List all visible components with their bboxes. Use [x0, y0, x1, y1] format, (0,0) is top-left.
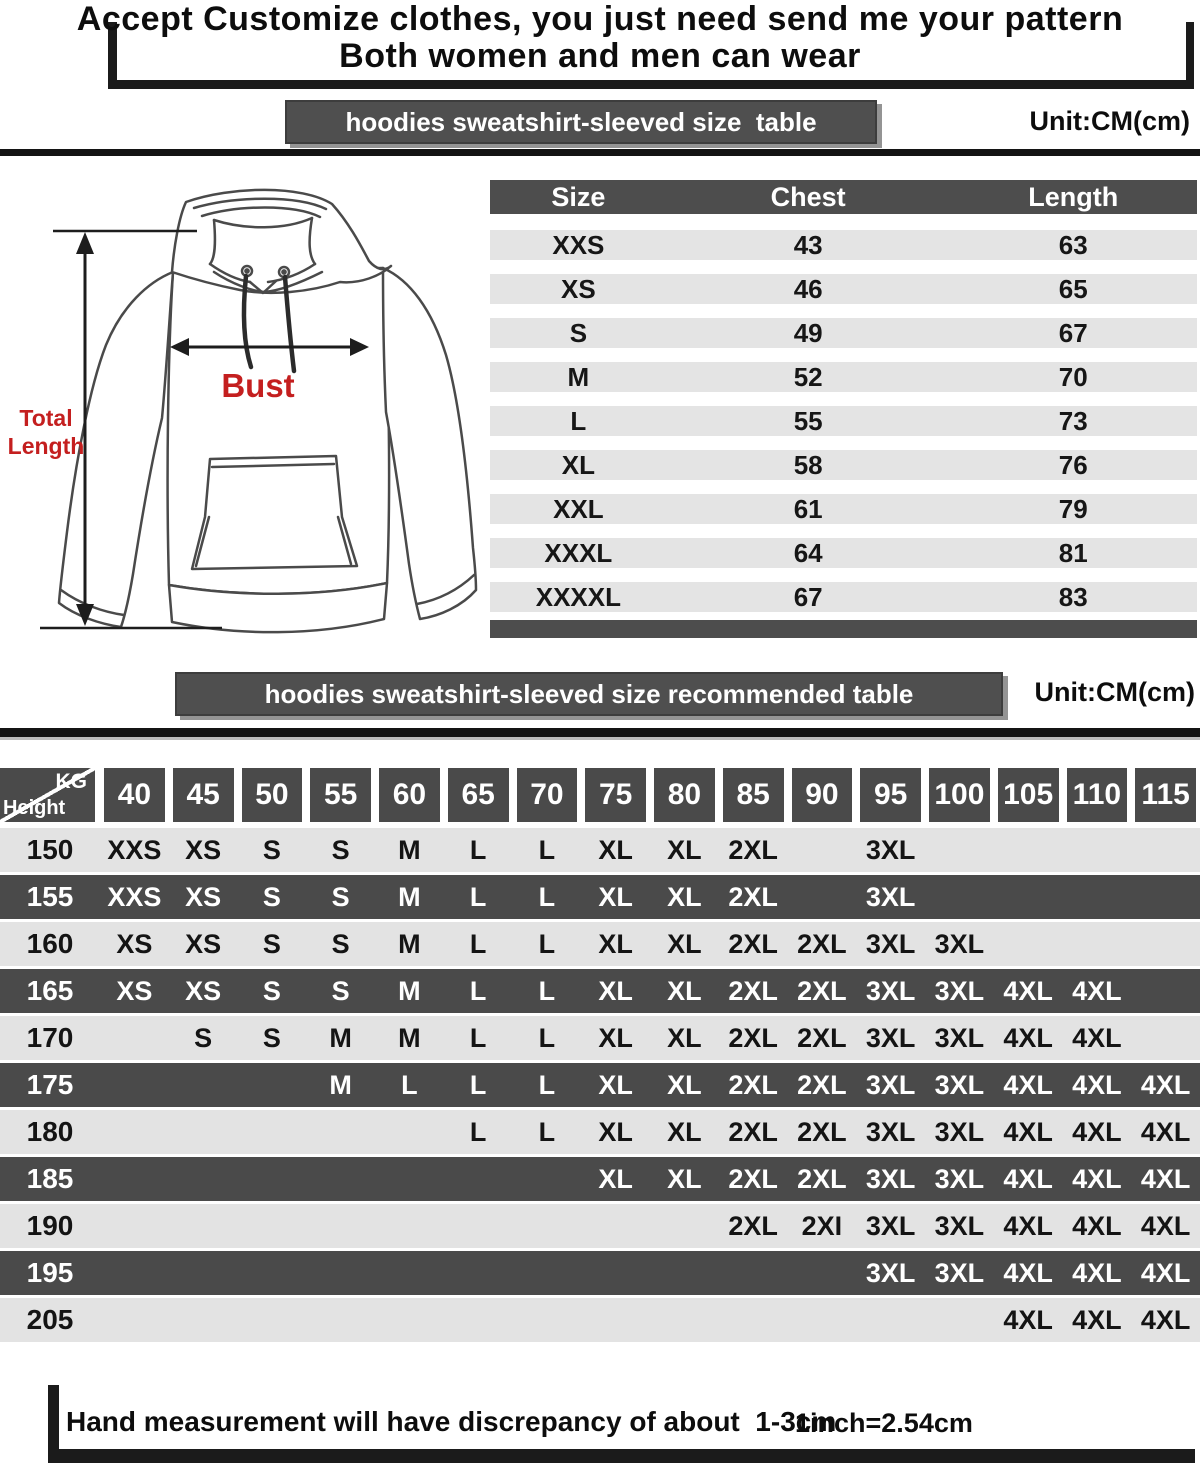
- recommend-cell: [238, 1063, 307, 1107]
- recommend-cell: [1131, 828, 1200, 872]
- recommend-table-unit: Unit:CM(cm): [1034, 677, 1195, 707]
- recommend-row-165: [0, 969, 1200, 1013]
- recommend-row-185: [0, 1157, 1200, 1201]
- recommend-cell: 4XL: [1003, 1070, 1053, 1100]
- recommend-cell: 2XL: [797, 929, 847, 959]
- recommend-cell: 2XL: [797, 1117, 847, 1147]
- recommend-cell: XL: [667, 976, 702, 1006]
- recommend-cell: [994, 828, 1063, 872]
- weight-header-105: 105: [998, 768, 1059, 822]
- size-table-cell-size: XXS: [552, 230, 605, 260]
- recommend-cell: [788, 828, 857, 872]
- size-table-cell-size: XS: [561, 274, 596, 304]
- recommend-cell: 2XL: [797, 1070, 847, 1100]
- weight-header-50: 50: [242, 768, 303, 822]
- divider-1: [0, 149, 1200, 156]
- header-line-1: Accept Customize clothes, you just need send me your pattern: [76, 0, 1124, 38]
- recommend-cell: 4XL: [1003, 1211, 1053, 1241]
- size-table-footer-bar: [490, 620, 1197, 638]
- recommend-cell: [444, 1157, 513, 1201]
- recommend-cell: L: [469, 882, 487, 912]
- recommend-cell: 4XL: [1003, 1164, 1053, 1194]
- recommend-table-header-row: [0, 768, 1200, 822]
- recommend-row-175: [0, 1063, 1200, 1107]
- recommend-cell: S: [262, 976, 281, 1006]
- recommend-cell: 2XL: [728, 835, 778, 865]
- recommend-cell: XS: [116, 929, 153, 959]
- recommend-cell: [169, 1063, 238, 1107]
- recommend-cell: S: [331, 882, 350, 912]
- recommend-cell: 2XL: [797, 1164, 847, 1194]
- recommend-cell: [169, 1110, 238, 1154]
- total-length-label-line2: Length: [7, 433, 85, 459]
- recommend-cell: XL: [598, 1117, 633, 1147]
- size-table-row: [490, 406, 1197, 436]
- recommend-cell: XL: [598, 976, 633, 1006]
- height-label: 185: [26, 1163, 74, 1194]
- size-table-cell-chest: 61: [793, 494, 823, 524]
- recommend-cell: 3XL: [865, 976, 916, 1006]
- recommend-cell: [650, 1298, 719, 1342]
- recommend-cell: [100, 1157, 169, 1201]
- recommend-cell: [1131, 969, 1200, 1013]
- recommend-cell: 2XL: [728, 976, 778, 1006]
- weight-header-70: 70: [517, 768, 578, 822]
- recommend-cell: [100, 1251, 169, 1295]
- recommend-cell: 4XL: [1003, 976, 1053, 1006]
- size-table-header-row: [490, 180, 1197, 214]
- recommend-cell: 4XL: [1072, 1211, 1122, 1241]
- recommend-cell: 2XL: [728, 1023, 778, 1053]
- recommend-cell: XL: [598, 929, 633, 959]
- hoodie-diagram: [0, 160, 490, 660]
- recommend-cell: L: [469, 1117, 487, 1147]
- weight-header-55: 55: [310, 768, 371, 822]
- recommend-cell: 2XL: [728, 1211, 778, 1241]
- size-table-cell-chest: 46: [793, 274, 823, 304]
- recommend-cell: [375, 1110, 444, 1154]
- size-table-row: [490, 450, 1197, 480]
- recommend-cell: XS: [116, 976, 153, 1006]
- recommend-cell: 4XL: [1072, 1070, 1122, 1100]
- recommend-cell: 4XL: [1003, 1117, 1053, 1147]
- height-label: 190: [26, 1210, 74, 1241]
- weight-header-90: 90: [792, 768, 853, 822]
- total-length-label-line1: Total: [19, 405, 73, 431]
- recommend-cell: XL: [598, 882, 633, 912]
- recommend-cell: 3XL: [865, 1070, 916, 1100]
- recommend-cell: L: [469, 929, 487, 959]
- size-table-cell-length: 65: [1058, 274, 1088, 304]
- recommend-cell: 2XL: [728, 1070, 778, 1100]
- size-table: [490, 180, 1197, 638]
- recommend-cell: XL: [667, 1070, 702, 1100]
- recommend-cell: L: [401, 1070, 418, 1100]
- recommend-cell: 2XL: [728, 1164, 778, 1194]
- size-col-header: Size: [551, 182, 606, 212]
- recommend-cell: 4XL: [1140, 1070, 1191, 1100]
- recommend-cell: [100, 1016, 169, 1060]
- size-table-cell-length: 81: [1058, 538, 1088, 568]
- recommend-row-160: [0, 922, 1200, 966]
- recommend-cell: 3XL: [934, 929, 985, 959]
- height-label: 195: [26, 1257, 74, 1288]
- recommend-cell: 2XL: [797, 1023, 847, 1053]
- recommend-cell: [994, 922, 1063, 966]
- recommend-cell: [513, 1251, 582, 1295]
- size-table-cell-length: 76: [1058, 450, 1088, 480]
- recommend-cell: XL: [667, 835, 702, 865]
- recommend-cell: XS: [185, 835, 222, 865]
- recommend-cell: [238, 1251, 307, 1295]
- recommend-cell: [856, 1298, 925, 1342]
- recommend-cell: [994, 875, 1063, 919]
- recommend-cell: L: [469, 1023, 487, 1053]
- size-table-cell-chest: 58: [793, 450, 823, 480]
- recommend-cell: 3XL: [865, 1164, 916, 1194]
- recommend-cell: M: [398, 835, 421, 865]
- recommend-cell: XL: [667, 882, 702, 912]
- recommend-cell: S: [262, 882, 281, 912]
- recommend-cell: [169, 1251, 238, 1295]
- divider-2: [0, 728, 1200, 740]
- recommend-cell: L: [538, 1023, 556, 1053]
- recommend-cell: 4XL: [1003, 1258, 1053, 1288]
- recommend-row-170: [0, 1016, 1200, 1060]
- weight-header-115: 115: [1135, 768, 1196, 822]
- recommend-cell: 3XL: [865, 1258, 916, 1288]
- size-table-body: [490, 230, 1197, 612]
- recommend-cell: 3XL: [934, 1023, 985, 1053]
- recommend-table-title: hoodies sweatshirt-sleeved size recommended table: [175, 672, 1003, 716]
- recommend-cell: [375, 1204, 444, 1248]
- recommend-cell: [788, 1298, 857, 1342]
- recommend-cell: 3XL: [934, 1070, 985, 1100]
- recommend-cell: 4XL: [1072, 1117, 1122, 1147]
- recommend-cell: 3XL: [865, 835, 916, 865]
- recommend-cell: 4XL: [1140, 1117, 1191, 1147]
- size-table-cell-size: L: [570, 406, 587, 436]
- recommend-cell: [444, 1204, 513, 1248]
- recommend-cell: S: [331, 835, 350, 865]
- recommend-cell: 3XL: [865, 1117, 916, 1147]
- recommend-cell: [375, 1251, 444, 1295]
- recommend-cell: [306, 1110, 375, 1154]
- size-table-cell-chest: 55: [793, 406, 823, 436]
- recommend-cell: S: [331, 929, 350, 959]
- recommend-cell: [650, 1251, 719, 1295]
- weight-header-85: 85: [723, 768, 784, 822]
- recommend-cell: [719, 1298, 788, 1342]
- length-col-header: Length: [1028, 182, 1119, 212]
- recommend-cell: 4XL: [1072, 1164, 1122, 1194]
- recommend-cell: L: [469, 835, 487, 865]
- recommend-cell: L: [469, 1070, 487, 1100]
- recommend-cell: 3XL: [934, 1117, 985, 1147]
- recommend-cell: [925, 875, 994, 919]
- recommend-cell: [306, 1157, 375, 1201]
- recommend-cell: [1131, 1016, 1200, 1060]
- recommend-cell: [925, 828, 994, 872]
- weight-header-110: 110: [1067, 768, 1128, 822]
- recommend-cell: M: [398, 976, 421, 1006]
- recommend-row-155: [0, 875, 1200, 919]
- recommend-cell: L: [538, 929, 556, 959]
- recommend-cell: 2XI: [801, 1211, 843, 1241]
- footer-conversion: 1inch=2.54cm: [795, 1408, 973, 1438]
- recommend-cell: 2XL: [728, 882, 778, 912]
- hoodie-right-sleeve: [383, 268, 476, 619]
- size-table-cell-size: XXXXL: [535, 582, 621, 612]
- recommend-cell: L: [538, 882, 556, 912]
- recommend-cell: [788, 1251, 857, 1295]
- recommend-cell: XS: [185, 882, 222, 912]
- recommend-cell: L: [538, 1117, 556, 1147]
- recommend-cell: XL: [667, 1023, 702, 1053]
- height-label: 155: [26, 881, 74, 912]
- recommend-cell: [100, 1063, 169, 1107]
- recommend-cell: 3XL: [934, 976, 985, 1006]
- recommend-cell: 2XL: [797, 976, 847, 1006]
- recommend-cell: [581, 1251, 650, 1295]
- size-table-cell-chest: 64: [793, 538, 823, 568]
- recommend-cell: XS: [185, 976, 222, 1006]
- size-table-row: [490, 362, 1197, 392]
- size-table-cell-length: 73: [1058, 406, 1088, 436]
- recommend-cell: M: [398, 882, 421, 912]
- footer-note: Hand measurement will have discrepancy of about 1-3cm: [66, 1406, 837, 1437]
- recommend-cell: S: [262, 835, 281, 865]
- recommend-cell: [925, 1298, 994, 1342]
- recommend-cell: [1131, 922, 1200, 966]
- recommend-cell: M: [398, 929, 421, 959]
- corner-height-label: Height: [3, 797, 66, 819]
- length-arrowhead-top: [76, 232, 94, 254]
- recommend-cell: [375, 1157, 444, 1201]
- recommend-cell: XL: [667, 1117, 702, 1147]
- size-table-cell-size: XXXL: [544, 538, 613, 568]
- recommend-cell: S: [331, 976, 350, 1006]
- recommend-cell: XL: [598, 1164, 633, 1194]
- weight-header-95: 95: [860, 768, 921, 822]
- recommend-row-205: [0, 1298, 1200, 1342]
- recommend-cell: [100, 1110, 169, 1154]
- recommend-cell: 3XL: [865, 929, 916, 959]
- size-table-cell-size: S: [569, 318, 588, 348]
- recommend-cell: M: [329, 1023, 352, 1053]
- recommend-cell: 3XL: [865, 1211, 916, 1241]
- corner-kg-label: KG: [55, 770, 87, 793]
- chest-col-header: Chest: [770, 182, 846, 212]
- recommend-cell: XL: [598, 1070, 633, 1100]
- recommend-cell: [444, 1298, 513, 1342]
- recommend-cell: [169, 1157, 238, 1201]
- recommend-cell: XL: [667, 929, 702, 959]
- height-label: 175: [26, 1069, 74, 1100]
- size-table-cell-length: 70: [1058, 362, 1088, 392]
- recommend-cell: L: [538, 976, 556, 1006]
- recommend-cell: [306, 1251, 375, 1295]
- recommend-cell: 3XL: [865, 882, 916, 912]
- recommend-cell: [306, 1204, 375, 1248]
- size-table-cell-length: 63: [1058, 230, 1088, 260]
- size-table-cell-length: 79: [1058, 494, 1088, 524]
- height-label: 150: [26, 834, 74, 865]
- footer-frame-bottom: [48, 1449, 1195, 1463]
- recommend-cell: S: [194, 1023, 213, 1053]
- recommend-cell: [1063, 922, 1132, 966]
- size-table-cell-size: XL: [561, 450, 595, 480]
- recommend-cell: [513, 1298, 582, 1342]
- recommend-table: [0, 768, 1200, 1345]
- size-table-title: hoodies sweatshirt-sleeved size table: [285, 100, 877, 144]
- size-table-cell-size: M: [567, 362, 590, 392]
- height-label: 205: [26, 1304, 74, 1335]
- recommend-cell: 4XL: [1072, 976, 1122, 1006]
- recommend-row-195: [0, 1251, 1200, 1295]
- recommend-cell: [581, 1298, 650, 1342]
- recommend-cell: 3XL: [934, 1211, 985, 1241]
- recommend-cell: 4XL: [1072, 1258, 1122, 1288]
- recommend-cell: [581, 1204, 650, 1248]
- recommend-cell: XL: [598, 1023, 633, 1053]
- recommend-row-150: [0, 828, 1200, 872]
- recommend-cell: XS: [185, 929, 222, 959]
- size-table-cell-length: 83: [1058, 582, 1088, 612]
- size-table-row: [490, 494, 1197, 524]
- recommend-cell: XL: [667, 1164, 702, 1194]
- recommend-cell: 4XL: [1140, 1211, 1191, 1241]
- recommend-cell: 4XL: [1140, 1305, 1191, 1335]
- recommend-cell: 2XL: [728, 1117, 778, 1147]
- recommend-cell: XL: [598, 835, 633, 865]
- recommend-cell: L: [538, 835, 556, 865]
- header-line-2: Both women and men can wear: [339, 37, 861, 75]
- recommend-cell: [100, 1204, 169, 1248]
- weight-header-45: 45: [173, 768, 234, 822]
- recommend-cell: [513, 1157, 582, 1201]
- recommend-cell: [444, 1251, 513, 1295]
- recommend-row-190: [0, 1204, 1200, 1248]
- size-table-row: [490, 538, 1197, 568]
- recommend-cell: [169, 1298, 238, 1342]
- bust-label: Bust: [221, 367, 295, 404]
- recommend-cell: 4XL: [1140, 1258, 1191, 1288]
- kg-height-corner-cell: [0, 768, 95, 822]
- recommend-cell: M: [329, 1070, 352, 1100]
- recommend-cell: [306, 1298, 375, 1342]
- recommend-cell: [238, 1110, 307, 1154]
- weight-header-65: 65: [448, 768, 509, 822]
- height-label: 180: [26, 1116, 74, 1147]
- recommend-cell: [238, 1157, 307, 1201]
- recommend-cell: S: [262, 1023, 281, 1053]
- size-table-cell-chest: 49: [793, 318, 823, 348]
- weight-header-80: 80: [654, 768, 715, 822]
- recommend-cell: [238, 1204, 307, 1248]
- recommend-table-body: [0, 828, 1200, 1342]
- recommend-cell: 3XL: [934, 1164, 985, 1194]
- weight-header-60: 60: [379, 768, 440, 822]
- size-table-cell-length: 67: [1058, 318, 1088, 348]
- size-table-row: [490, 274, 1197, 304]
- recommend-cell: 3XL: [934, 1258, 985, 1288]
- weight-header-40: 40: [104, 768, 165, 822]
- size-table-row: [490, 230, 1197, 260]
- height-label: 160: [26, 928, 74, 959]
- recommend-cell: [375, 1298, 444, 1342]
- recommend-cell: [1063, 828, 1132, 872]
- recommend-cell: 4XL: [1003, 1023, 1053, 1053]
- recommend-row-180: [0, 1110, 1200, 1154]
- hoodie-pocket: [192, 456, 357, 569]
- size-table-cell-chest: 67: [793, 582, 823, 612]
- recommend-cell: 4XL: [1072, 1023, 1122, 1053]
- weight-header-100: 100: [929, 768, 990, 822]
- recommend-cell: [1131, 875, 1200, 919]
- recommend-cell: 4XL: [1072, 1305, 1122, 1335]
- size-table-unit: Unit:CM(cm): [1029, 106, 1190, 136]
- recommend-cell: 2XL: [728, 929, 778, 959]
- recommend-cell: L: [469, 976, 487, 1006]
- recommend-cell: [1063, 875, 1132, 919]
- recommend-cell: M: [398, 1023, 421, 1053]
- weight-header-75: 75: [585, 768, 646, 822]
- recommend-cell: [100, 1298, 169, 1342]
- size-table-cell-size: XXL: [553, 494, 604, 524]
- recommend-cell: 4XL: [1140, 1164, 1191, 1194]
- recommend-cell: 3XL: [865, 1023, 916, 1053]
- recommend-cell: [238, 1298, 307, 1342]
- size-table-cell-chest: 52: [793, 362, 823, 392]
- recommend-cell: S: [262, 929, 281, 959]
- height-label: 170: [26, 1022, 74, 1053]
- size-table-row: [490, 582, 1197, 612]
- recommend-cell: [513, 1204, 582, 1248]
- height-label: 165: [26, 975, 74, 1006]
- recommend-cell: [169, 1204, 238, 1248]
- size-table-cell-chest: 43: [793, 230, 823, 260]
- recommend-cell: L: [538, 1070, 556, 1100]
- recommend-cell: 4XL: [1003, 1305, 1053, 1335]
- recommend-cell: XXS: [107, 835, 162, 865]
- recommend-cell: [650, 1204, 719, 1248]
- size-table-row: [490, 318, 1197, 348]
- recommend-cell: [719, 1251, 788, 1295]
- recommend-cell: [788, 875, 857, 919]
- recommend-cell: XXS: [107, 882, 162, 912]
